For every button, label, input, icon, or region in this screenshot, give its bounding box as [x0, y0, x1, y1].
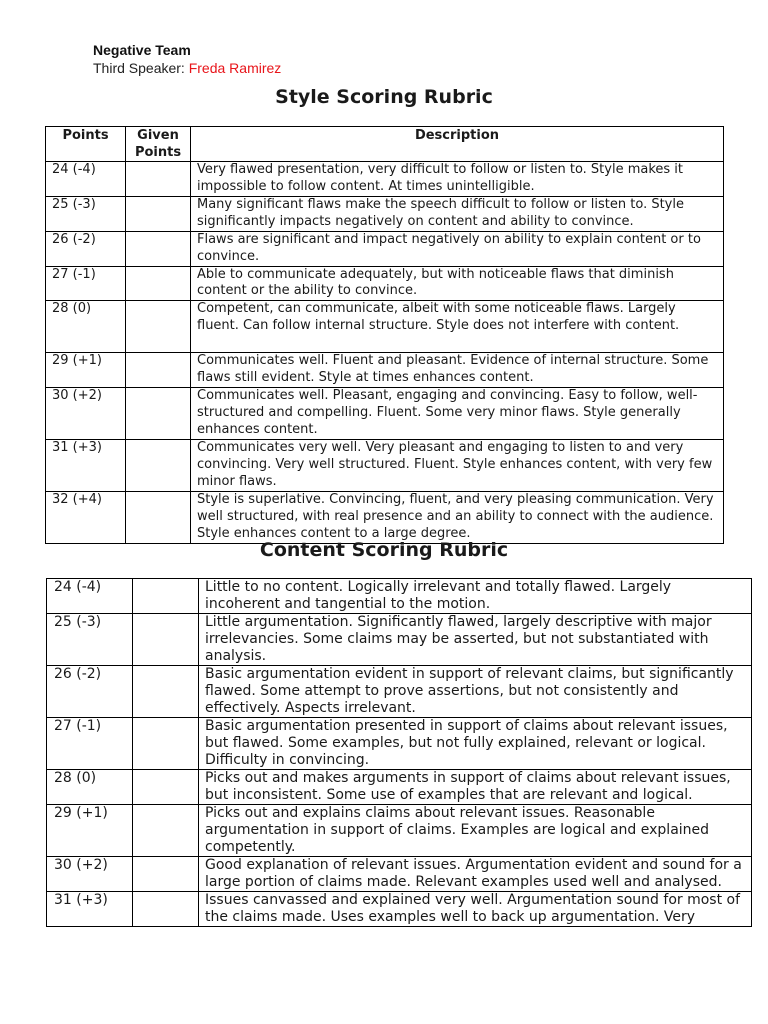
description-cell: Flaws are significant and impact negatively on ability to explain content or to convince.: [191, 232, 724, 267]
given-points-cell[interactable]: [133, 579, 199, 614]
points-cell: 30 (+2): [46, 388, 126, 440]
points-cell: 26 (-2): [47, 666, 133, 718]
given-points-cell[interactable]: [126, 440, 191, 492]
table-row: [46, 266, 724, 301]
points-cell: 31 (+3): [46, 440, 126, 492]
points-cell: 32 (+4): [46, 492, 126, 543]
table-row: [46, 388, 724, 440]
description-cell: Communicates well. Fluent and pleasant. Evidence of internal structure. Some flaws still evident. Style at times enhances content.: [191, 353, 724, 388]
points-cell: 31 (+3): [47, 892, 133, 927]
points-cell: 26 (-2): [46, 232, 126, 267]
speaker-label: Third Speaker:: [93, 60, 189, 76]
description-cell: Little to no content. Logically irrelevant and totally flawed. Largely incoherent and tangential to the motion.: [199, 579, 752, 614]
given-points-cell[interactable]: [126, 353, 191, 388]
given-points-cell[interactable]: [133, 718, 199, 770]
given-points-cell[interactable]: [126, 301, 191, 353]
given-points-cell[interactable]: [133, 805, 199, 857]
given-points-cell[interactable]: [133, 892, 199, 927]
given-points-cell[interactable]: [133, 614, 199, 666]
description-cell: Picks out and makes arguments in support of claims about relevant issues, but inconsistent. Some use of examples that are relevant and logical.: [199, 770, 752, 805]
description-cell: Many significant flaws make the speech difficult to follow or listen to. Style significantly impacts negatively on content and ability to convince.: [191, 197, 724, 232]
column-header-points: Points: [46, 127, 126, 162]
points-cell: 25 (-3): [47, 614, 133, 666]
points-cell: 28 (0): [47, 770, 133, 805]
table-row: [47, 666, 752, 718]
table-row: [47, 770, 752, 805]
given-points-cell[interactable]: [126, 492, 191, 543]
points-cell: 25 (-3): [46, 197, 126, 232]
description-cell: Communicates well. Pleasant, engaging and convincing. Easy to follow, well-structured and compelling. Fluent. Some very minor flaws. Style generally enhances content.: [191, 388, 724, 440]
table-row: [46, 162, 724, 197]
style-table-header-row: [46, 127, 724, 162]
style-rubric-table: [45, 126, 724, 544]
description-cell: Able to communicate adequately, but with noticeable flaws that diminish content or the ability to convince.: [191, 266, 724, 301]
column-header-given-points: Given Points: [126, 127, 191, 162]
speaker-name: Freda Ramirez: [188, 60, 282, 76]
table-row: [47, 579, 752, 614]
description-cell: Issues canvassed and explained very well. Argumentation sound for most of the claims made. Uses examples well to back up argumentation. Very: [199, 892, 752, 927]
points-cell: 29 (+1): [47, 805, 133, 857]
points-cell: 27 (-1): [46, 266, 126, 301]
table-row: [47, 718, 752, 770]
table-row: [46, 440, 724, 492]
points-cell: 24 (-4): [46, 162, 126, 197]
points-cell: 28 (0): [46, 301, 126, 353]
points-cell: 24 (-4): [47, 579, 133, 614]
points-cell: 30 (+2): [47, 857, 133, 892]
description-cell: Little argumentation. Significantly flawed, largely descriptive with major irrelevancies. Some claims may be asserted, but not substantiated with analysis.: [199, 614, 752, 666]
description-cell: Picks out and explains claims about relevant issues. Reasonable argumentation in support of claims. Examples are logical and explained competently.: [199, 805, 752, 857]
points-cell: 27 (-1): [47, 718, 133, 770]
description-cell: Very flawed presentation, very difficult to follow or listen to. Style makes it impossible to follow content. At times unintelligible.: [191, 162, 724, 197]
given-points-cell[interactable]: [126, 232, 191, 267]
table-row: [47, 614, 752, 666]
content-rubric-table: [46, 578, 752, 927]
content-table-body: [47, 579, 752, 927]
column-header-description: Description: [191, 127, 724, 162]
content-rubric-title: Content Scoring Rubric: [259, 539, 509, 561]
description-cell: Style is superlative. Convincing, fluent, and very pleasing communication. Very well structured, with real presence and an ability to connect with the audience. Style enhances content to a large degree.: [191, 492, 724, 543]
description-cell: Basic argumentation evident in support of relevant claims, but significantly flawed. Some attempt to prove assertions, but not consistently and effectively. Aspects irrelevant.: [199, 666, 752, 718]
table-row: [46, 232, 724, 267]
description-cell: Good explanation of relevant issues. Argumentation evident and sound for a large portion of claims made. Relevant examples used well and analysed.: [199, 857, 752, 892]
given-points-cell[interactable]: [133, 666, 199, 718]
style-rubric-title: Style Scoring Rubric: [275, 86, 493, 108]
points-cell: 29 (+1): [46, 353, 126, 388]
given-points-cell[interactable]: [126, 197, 191, 232]
table-row: [47, 805, 752, 857]
given-points-cell[interactable]: [133, 857, 199, 892]
given-points-cell[interactable]: [133, 770, 199, 805]
table-row: [47, 892, 752, 927]
table-row: [46, 197, 724, 232]
given-points-cell[interactable]: [126, 266, 191, 301]
given-points-cell[interactable]: [126, 162, 191, 197]
given-points-cell[interactable]: [126, 388, 191, 440]
description-cell: Competent, can communicate, albeit with some noticeable flaws. Largely fluent. Can follow internal structure. Style does not interfere with content.: [191, 301, 724, 353]
table-row: [46, 353, 724, 388]
table-row: [46, 301, 724, 353]
style-table-body: [46, 162, 724, 544]
speaker-line: [93, 60, 281, 76]
description-cell: Basic argumentation presented in support of claims about relevant issues, but flawed. Some examples, but not fully explained, relevant or logical. Difficulty in convincing.: [199, 718, 752, 770]
team-label: Negative Team: [93, 42, 191, 58]
description-cell: Communicates very well. Very pleasant and engaging to listen to and very convincing. Very well structured. Fluent. Style enhances content, with very few minor flaws.: [191, 440, 724, 492]
table-row: [46, 492, 724, 543]
table-row: [47, 857, 752, 892]
